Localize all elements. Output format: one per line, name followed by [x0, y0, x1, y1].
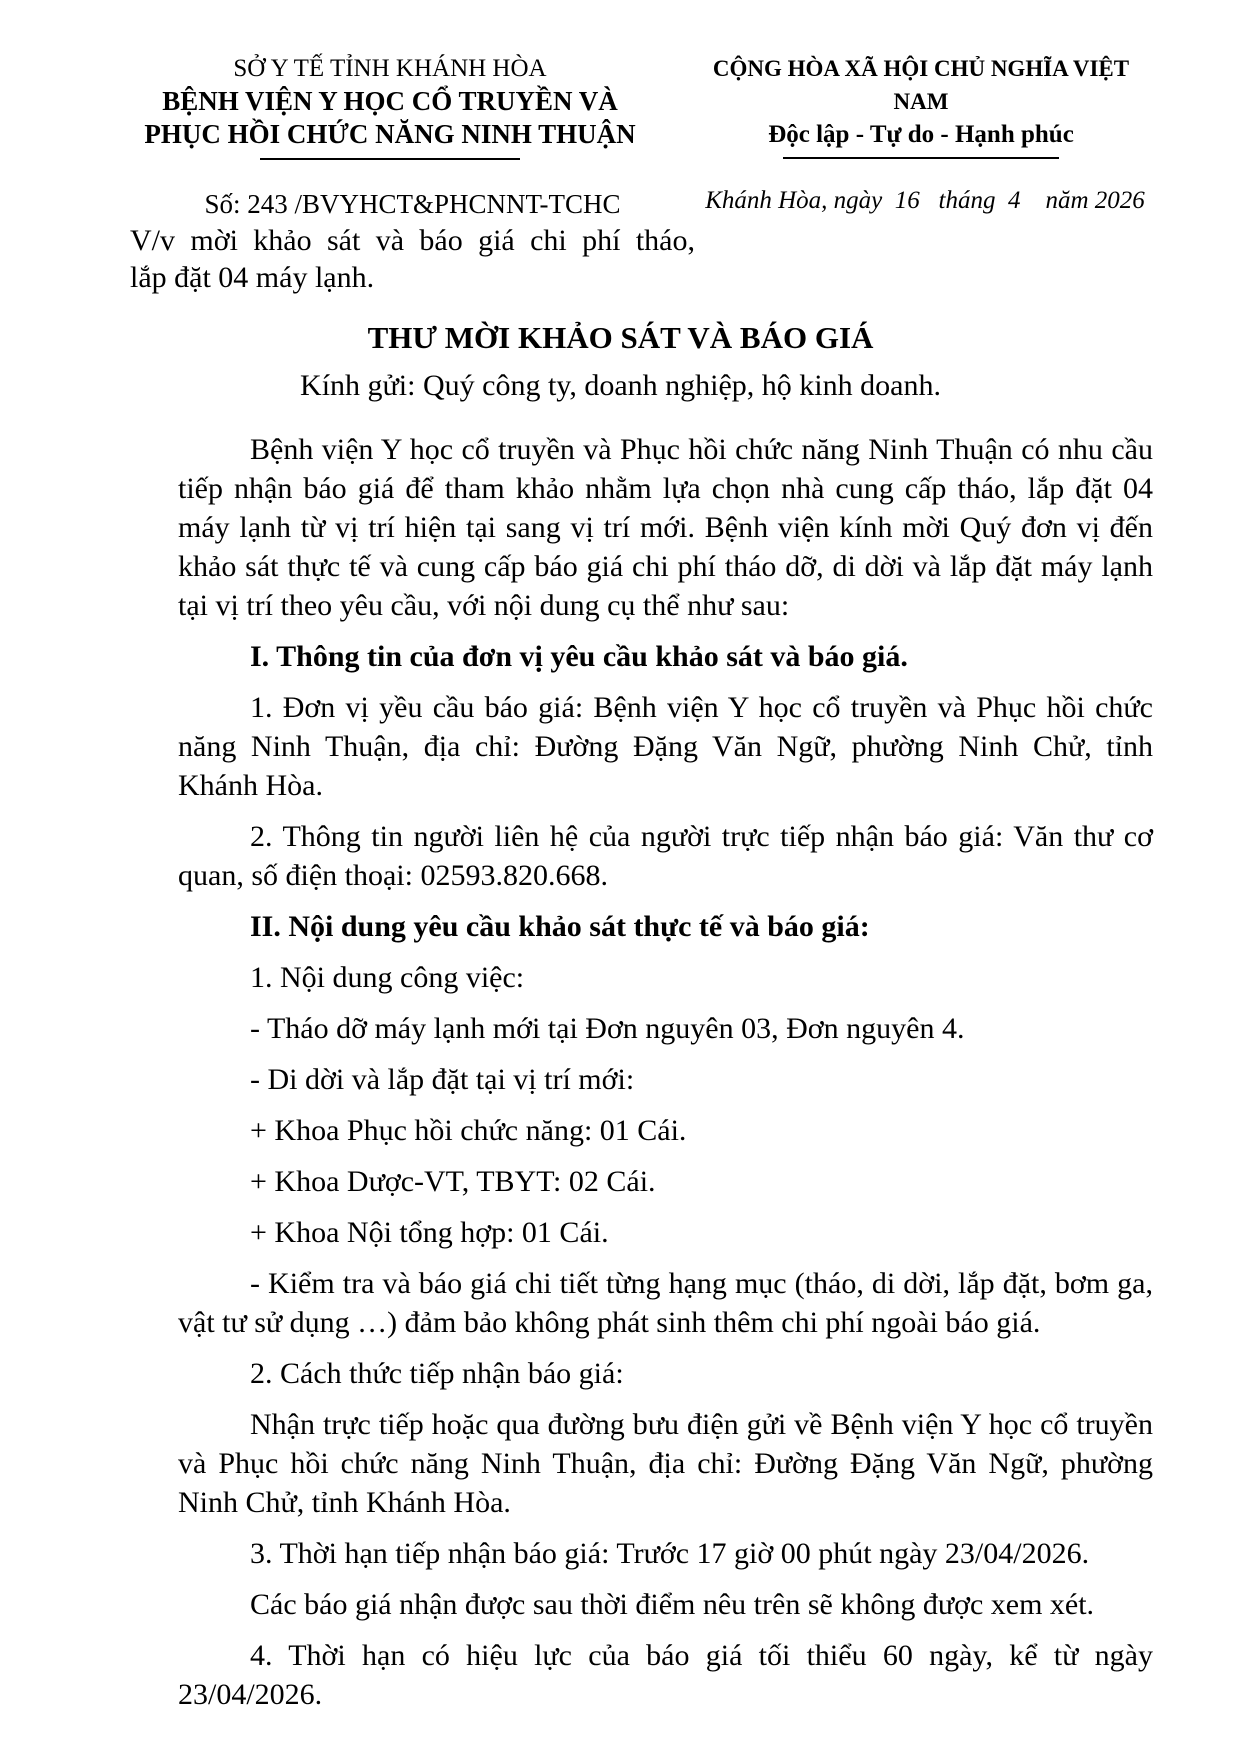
section-heading: I. Thông tin của đơn vị yêu cầu khảo sát và báo giá.: [250, 640, 908, 673]
body-paragraph: Nhận trực tiếp hoặc qua đường bưu điện gửi về Bệnh viện Y học cổ truyền và Phục hồi chức năng Ninh Thuận, địa chỉ: Đường Đặng Văn Ngữ, phường Ninh Chử, tỉnh Khánh Hòa.: [178, 1408, 1153, 1519]
document-subject-line1: V/v mời khảo sát và báo giá chi phí tháo,: [130, 224, 695, 257]
document-header: [0, 0, 1241, 160]
body-paragraph: 1. Đơn vị yều cầu báo giá: Bệnh viện Y học cổ truyền và Phục hồi chức năng Ninh Thuận, địa chỉ: Đường Đặng Văn Ngữ, phường Ninh Chử, tỉnh Khánh Hòa.: [178, 691, 1153, 802]
reference-block: [130, 160, 695, 296]
document-number: Số: 243 /BVYHCT&PHCNNT-TCHC: [204, 189, 621, 219]
body-paragraph: - Tháo dỡ máy lạnh mới tại Đơn nguyên 03, Đơn nguyên 4.: [250, 1012, 965, 1045]
body-paragraph: 3. Thời hạn tiếp nhận báo giá: Trước 17 giờ 00 phút ngày 23/04/2026.: [250, 1537, 1090, 1570]
issuer-parent-org: SỞ Y TẾ TỈNH KHÁNH HÒA: [233, 55, 547, 82]
date-block: [695, 160, 1155, 296]
salutation-line: Kính gửi: Quý công ty, doanh nghiệp, hộ kinh doanh.: [300, 369, 941, 402]
national-country-line: CỘNG HÒA XÃ HỘI CHỦ NGHĨA VIỆT NAM: [712, 56, 1130, 114]
body-paragraph: Bệnh viện Y học cổ truyền và Phục hồi chức năng Ninh Thuận có nhu cầu tiếp nhận báo giá để tham khảo nhằm lựa chọn nhà cung cấp tháo, lắp đặt 04 máy lạnh từ vị trí hiện tại sang vị trí mới. Bệnh viện kính mời Quý đơn vị đến khảo sát thực tế và cung cấp báo giá chi phí tháo dỡ, di dời và lắp đặt máy lạnh tại vị trí theo yêu cầu, với nội dung cụ thể như sau:: [178, 433, 1153, 622]
reference-row: [0, 160, 1241, 296]
national-header-block: [686, 52, 1156, 160]
issuer-name-line2: PHỤC HỒI CHỨC NĂNG NINH THUẬN: [144, 119, 636, 149]
section-heading: II. Nội dung yêu cầu khảo sát thực tế và báo giá:: [250, 910, 870, 943]
body-paragraph: 2. Thông tin người liên hệ của người trực tiếp nhận báo giá: Văn thư cơ quan, số điện thoại: 02593.820.668.: [178, 820, 1153, 892]
motto-divider: [783, 157, 1059, 159]
body-paragraph: - Di dời và lắp đặt tại vị trí mới:: [250, 1063, 635, 1096]
body-paragraph: 2. Cách thức tiếp nhận báo giá:: [250, 1357, 624, 1390]
body-paragraph: Các báo giá nhận được sau thời điểm nêu trên sẽ không được xem xét.: [250, 1588, 1095, 1621]
document-subject-line2: lắp đặt 04 máy lạnh.: [130, 261, 375, 294]
body-paragraph: - Kiểm tra và báo giá chi tiết từng hạng mục (tháo, di dời, lắp đặt, bơm ga, vật tư sử dụng …) đảm bảo không phát sinh thêm chi phí ngoài báo giá.: [178, 1267, 1153, 1339]
body-paragraph: + Khoa Dược-VT, TBYT: 02 Cái.: [250, 1165, 656, 1198]
issuer-name-line1: BỆNH VIỆN Y HỌC CỔ TRUYỀN VÀ: [162, 86, 618, 116]
document-body: [178, 430, 1153, 1714]
body-paragraph: + Khoa Phục hồi chức năng: 01 Cái.: [250, 1114, 687, 1147]
body-paragraph: 4. Thời hạn có hiệu lực của báo giá tối thiểu 60 ngày, kể từ ngày 23/04/2026.: [178, 1639, 1153, 1711]
issuer-block: [130, 52, 650, 160]
national-motto-line: Độc lập - Tự do - Hạnh phúc: [768, 121, 1074, 148]
body-paragraph: 1. Nội dung công việc:: [250, 961, 525, 994]
body-paragraph: + Khoa Nội tổng hợp: 01 Cái.: [250, 1216, 609, 1249]
place-date-line: Khánh Hòa, ngày 16 tháng 4 năm 2026: [705, 187, 1145, 214]
document-title: THƯ MỜI KHẢO SÁT VÀ BÁO GIÁ: [367, 320, 874, 355]
